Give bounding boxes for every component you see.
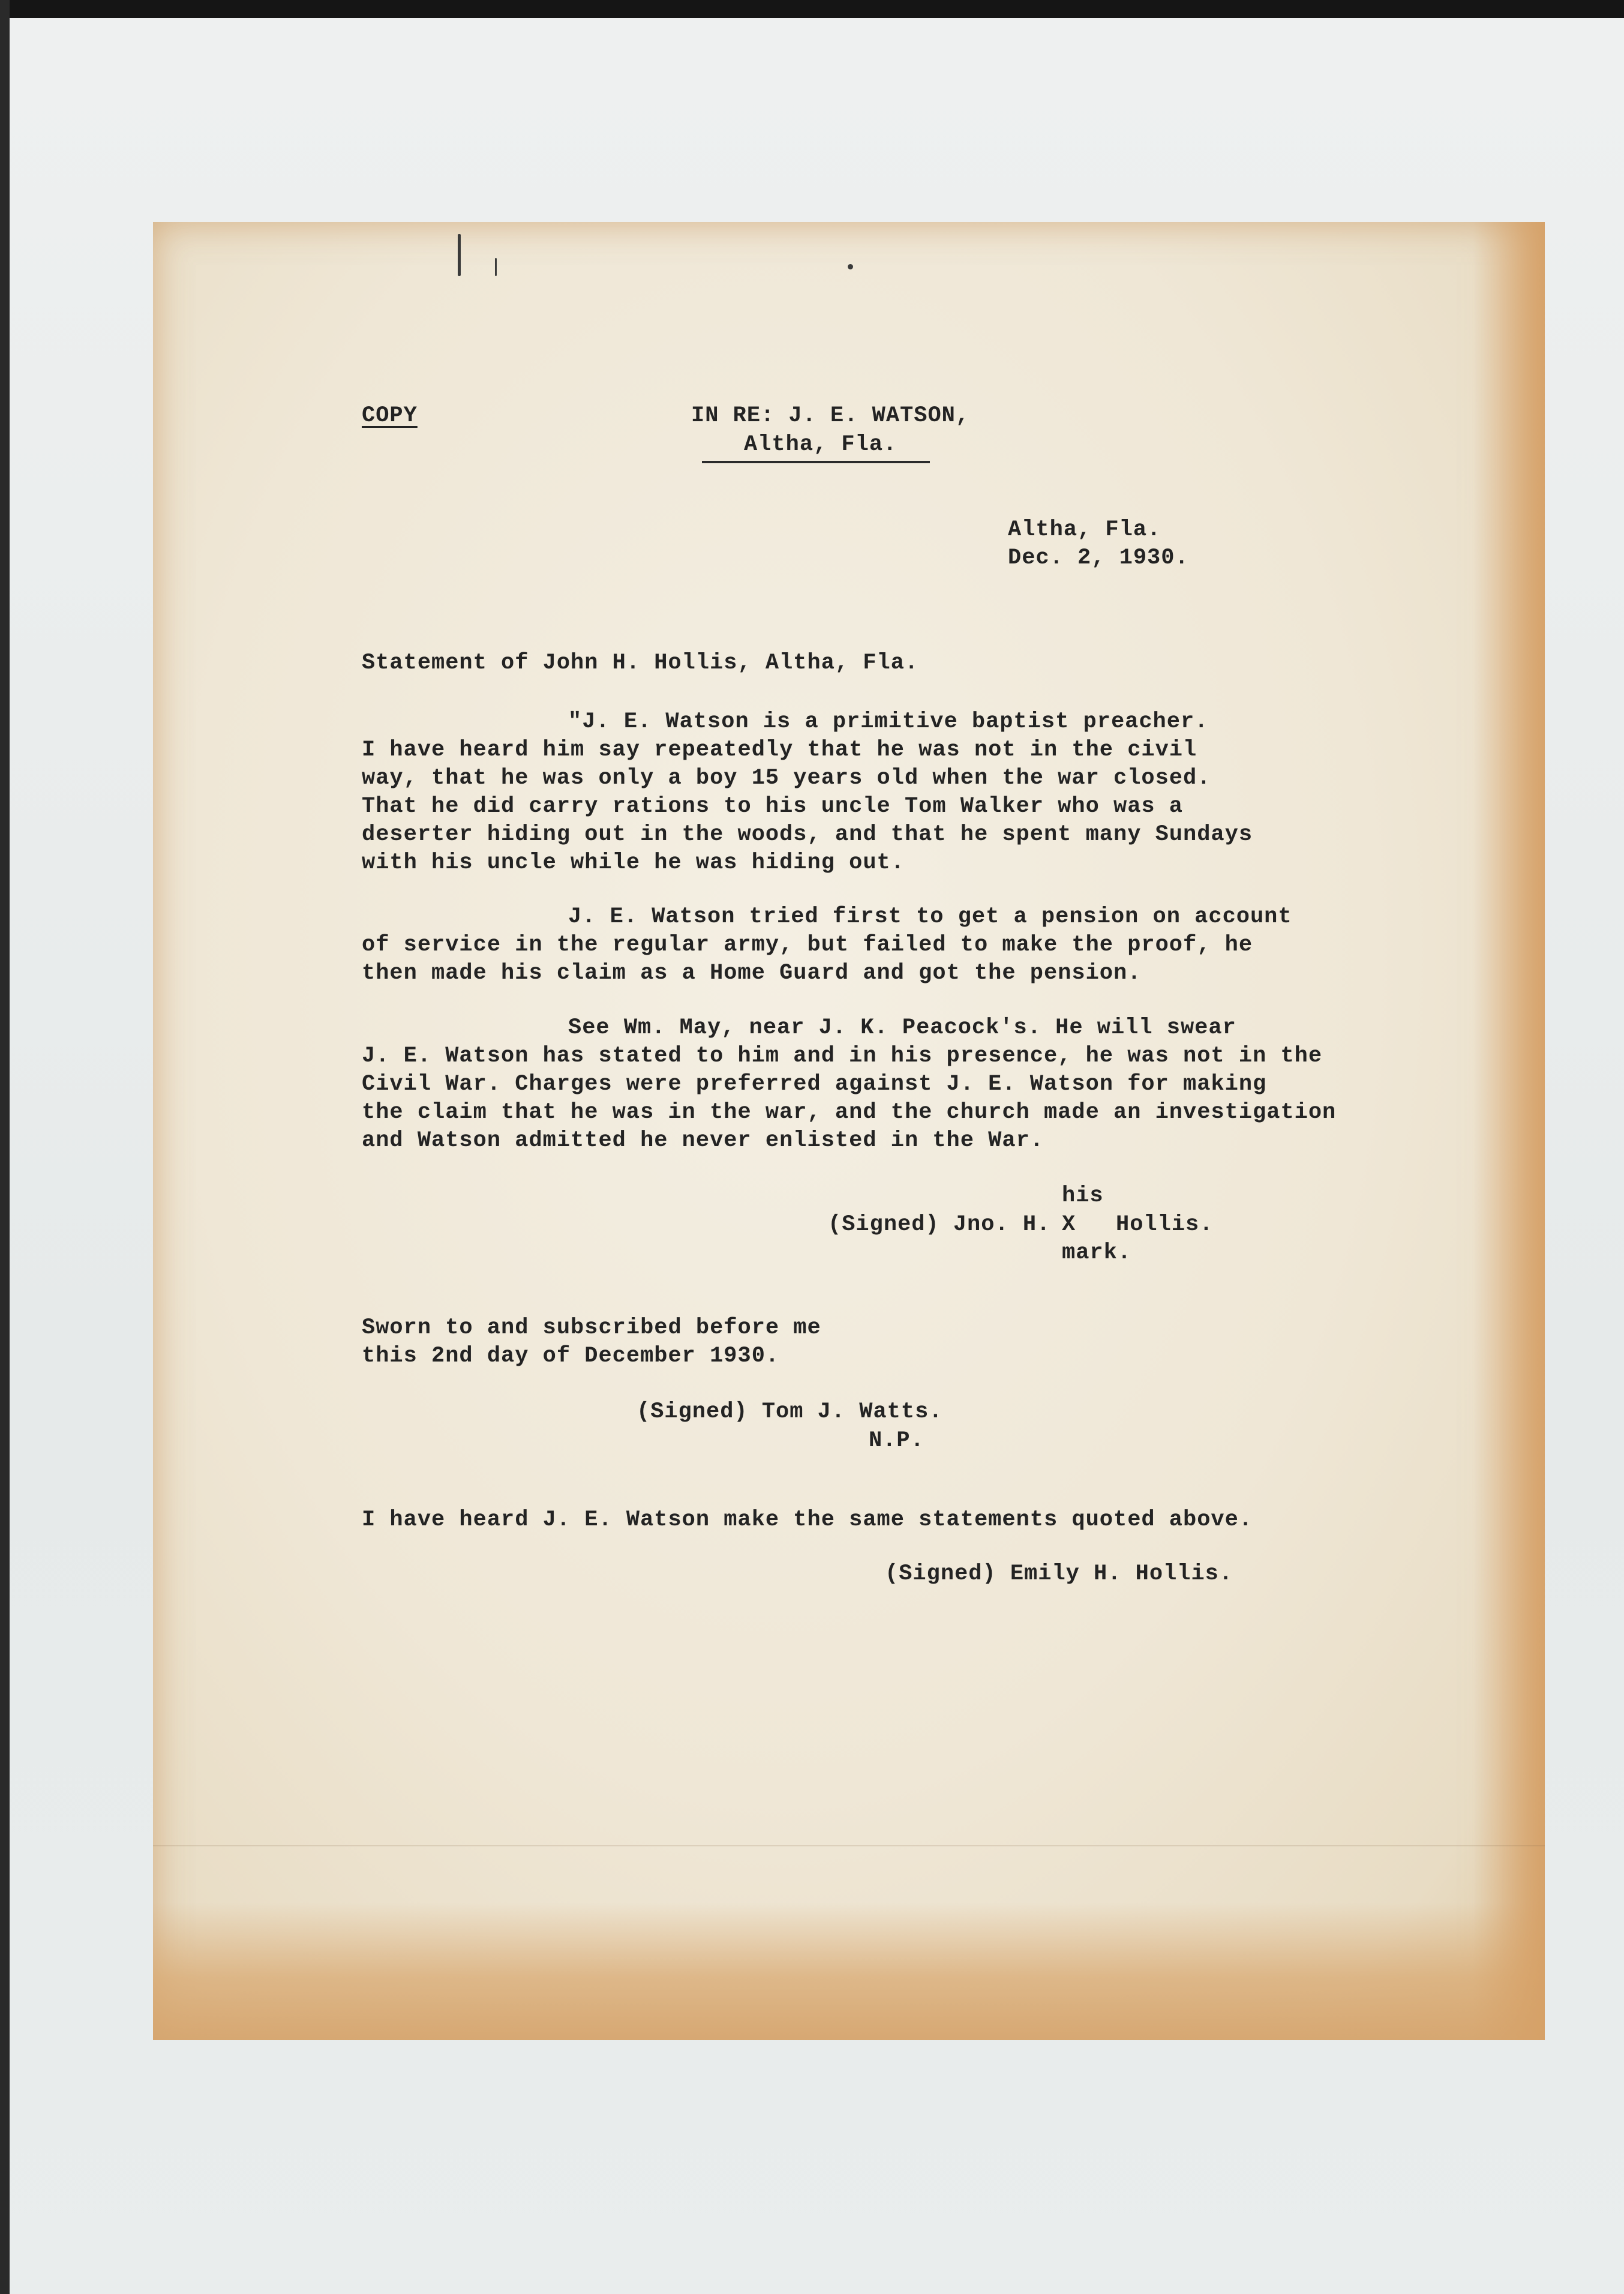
jurat-line-1: Sworn to and subscribed before me — [362, 1315, 821, 1341]
paragraph-1-line: "J. E. Watson is a primitive baptist preacher. — [568, 709, 1209, 734]
paragraph-2-line: of service in the regular army, but failed to make the proof, he — [362, 932, 1253, 958]
signature-mark-label: mark. — [1062, 1240, 1132, 1266]
paragraph-2-line: then made his claim as a Home Guard and got the pension. — [362, 961, 1142, 986]
scanner-left-edge — [0, 0, 10, 2294]
paper-fold-line — [153, 1845, 1545, 1846]
paragraph-3-line: J. E. Watson has stated to him and in his presence, he was not in the — [362, 1043, 1323, 1069]
paper-stain-bottom — [153, 1902, 1545, 2040]
paragraph-1-line: deserter hiding out in the woods, and that he spent many Sundays — [362, 822, 1253, 847]
signature-his: his — [1062, 1183, 1104, 1209]
paragraph-1-line: with his uncle while he was hiding out. — [362, 850, 905, 875]
notary-title: N.P. — [869, 1428, 924, 1453]
paragraph-3-line: and Watson admitted he never enlisted in the War. — [362, 1128, 1044, 1153]
ink-speck — [848, 264, 853, 269]
header-location: Altha, Fla. — [744, 432, 897, 457]
paragraph-3-line: See Wm. May, near J. K. Peacock's. He will swear — [568, 1015, 1236, 1040]
paragraph-3-line: Civil War. Charges were preferred against J. E. Watson for making — [362, 1072, 1267, 1097]
notary-signature: (Signed) Tom J. Watts. — [637, 1399, 943, 1425]
date: Dec. 2, 1930. — [1008, 545, 1189, 571]
signature-mark-x: X — [1062, 1212, 1076, 1237]
statement-heading: Statement of John H. Hollis, Altha, Fla. — [362, 650, 919, 676]
paragraph-2-line: J. E. Watson tried first to get a pension on account — [568, 904, 1292, 929]
header-subject: IN RE: J. E. WATSON, — [691, 403, 970, 428]
signature-surname: Hollis. — [1116, 1212, 1214, 1237]
paragraph-1-line: That he did carry rations to his uncle Tom Walker who was a — [362, 794, 1184, 819]
scanner-top-edge — [0, 0, 1624, 18]
header-underline — [702, 461, 930, 463]
document-page — [153, 222, 1545, 2040]
jurat-line-2: this 2nd day of December 1930. — [362, 1344, 780, 1369]
paragraph-1-line: I have heard him say repeatedly that he was not in the civil — [362, 737, 1197, 763]
pen-mark — [458, 234, 461, 276]
second-signature: (Signed) Emily H. Hollis. — [885, 1561, 1233, 1587]
copy-label: COPY — [362, 403, 418, 428]
paragraph-3-line: the claim that he was in the war, and the church made an investigation — [362, 1100, 1337, 1125]
place: Altha, Fla. — [1008, 517, 1161, 542]
signature-signed: (Signed) Jno. H. — [828, 1212, 1051, 1237]
paragraph-1-line: way, that he was only a boy 15 years old when the war closed. — [362, 766, 1211, 791]
final-statement: I have heard J. E. Watson make the same statements quoted above. — [362, 1507, 1253, 1533]
paper-stain-right — [1473, 222, 1545, 2040]
pen-mark — [495, 258, 497, 276]
